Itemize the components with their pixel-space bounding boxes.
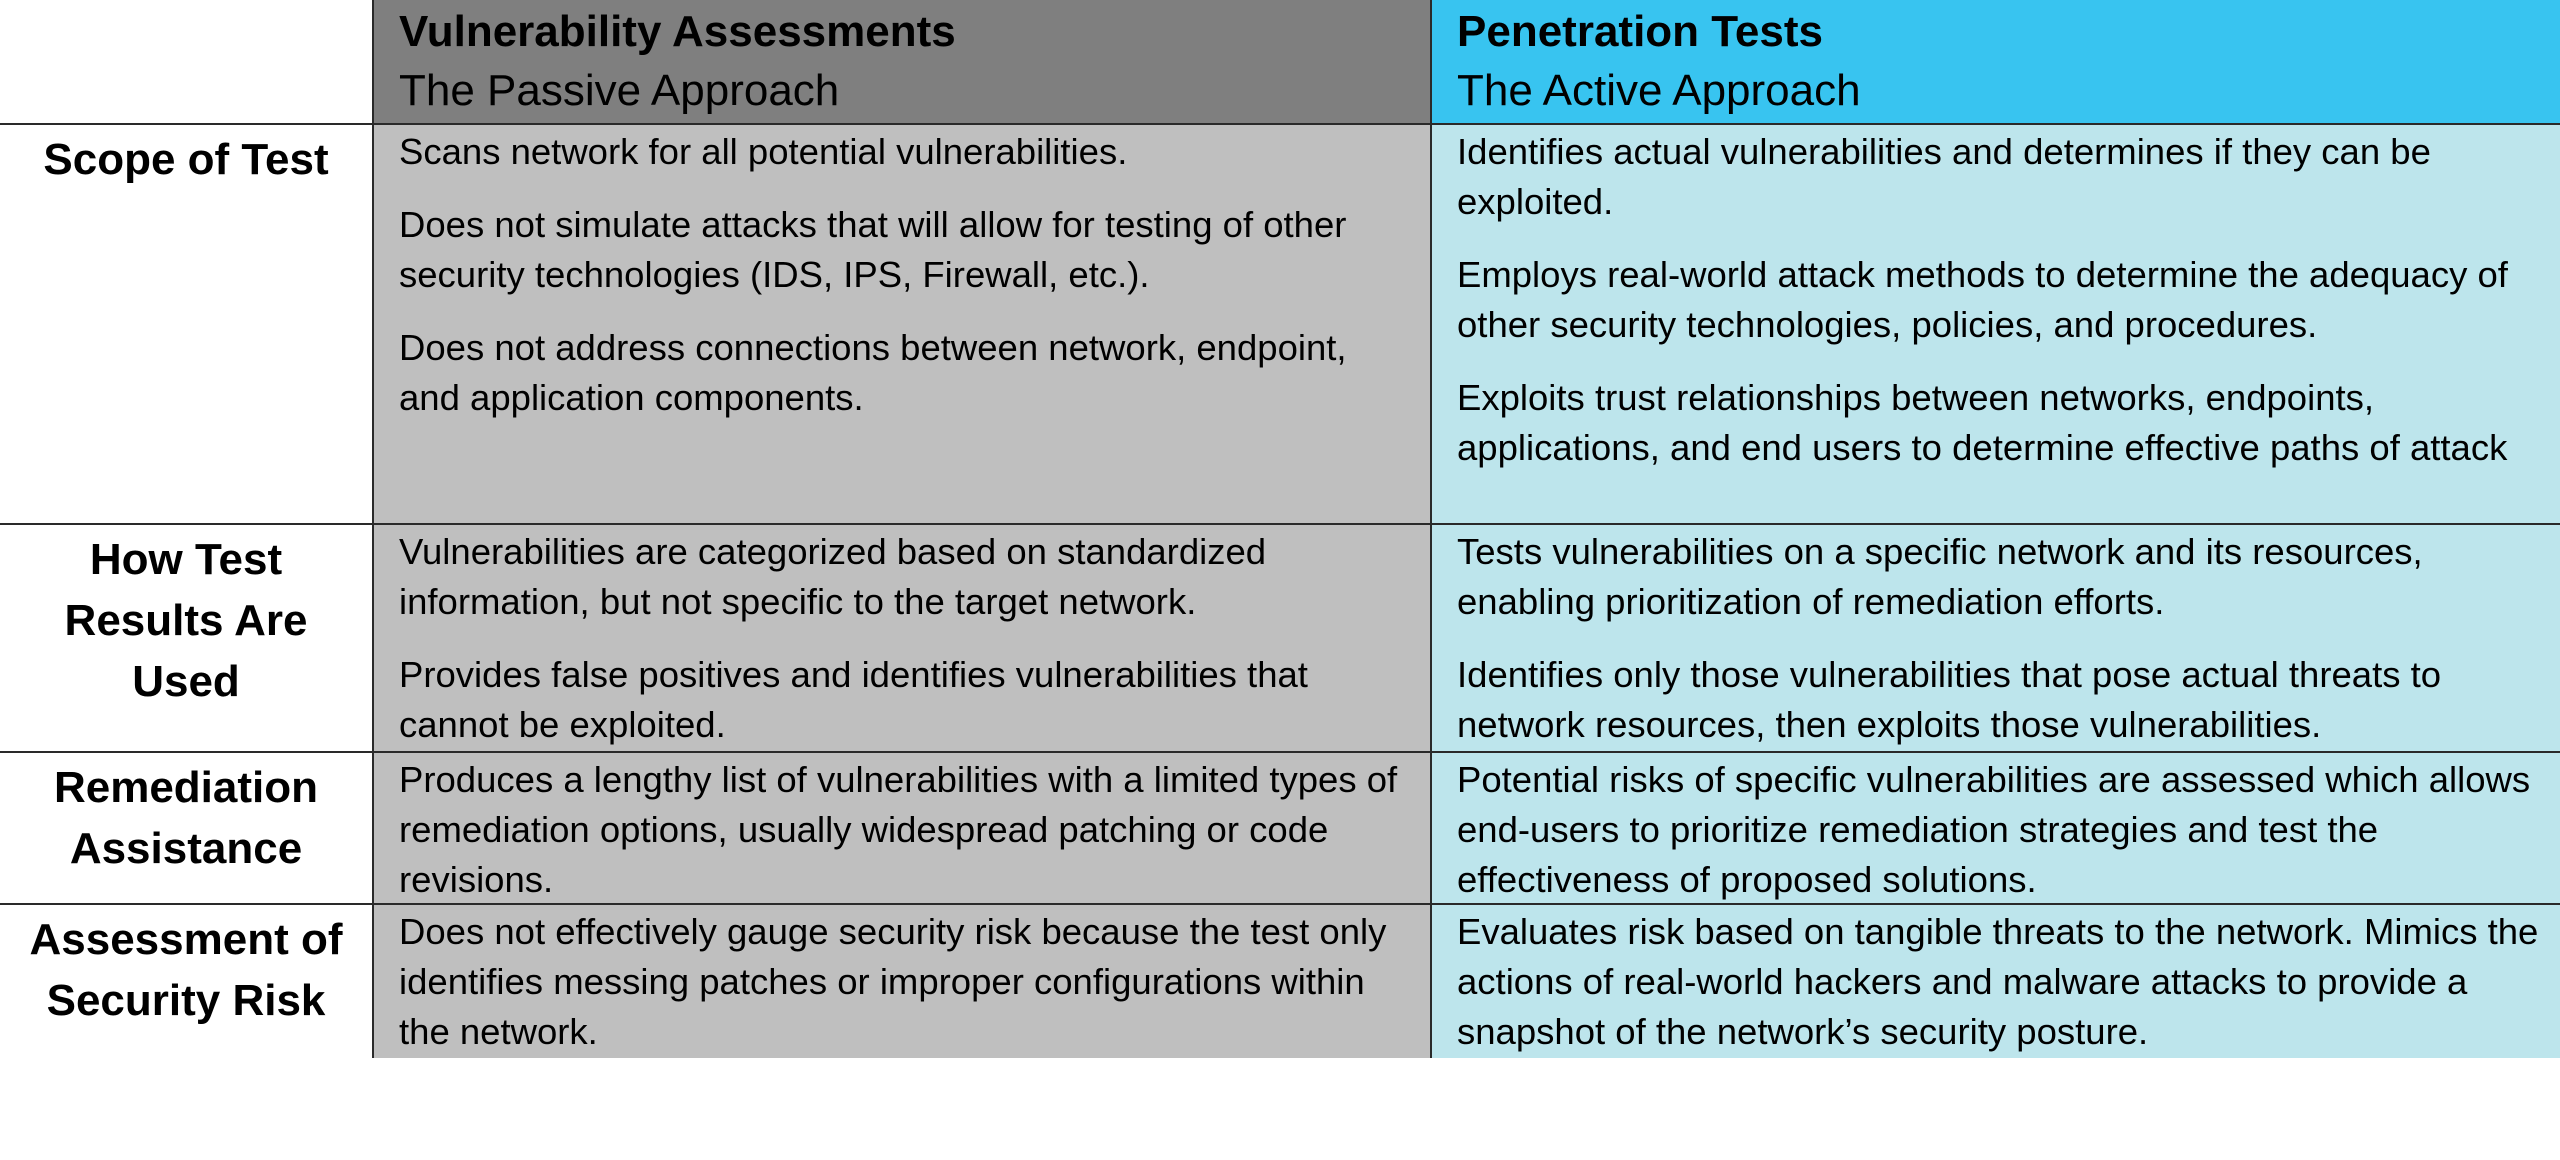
penetration-header-title: Penetration Tests — [1457, 7, 1823, 56]
row-label: Remediation Assistance — [53, 763, 319, 873]
vulnerability-header-subtitle: The Passive Approach — [399, 66, 840, 115]
penetration-text: Employs real-world attack methods to determine the adequacy of other security technologies, policies, and procedures. — [1457, 254, 2508, 345]
header-row — [0, 0, 2560, 123]
vulnerability-header-title: Vulnerability Assessments — [399, 7, 956, 56]
vulnerability-text: Does not simulate attacks that will allow for testing of other security technologies (IDS, IPS, Firewall, etc.). — [399, 204, 1347, 295]
vulnerability-cell — [372, 125, 1430, 523]
row-label-cell — [0, 905, 372, 1058]
table-row-remediation-assistance — [0, 753, 2560, 903]
penetration-text: Identifies actual vulnerabilities and determines if they can be exploited. — [1457, 131, 2431, 222]
vulnerability-text: Scans network for all potential vulnerabilities. — [399, 131, 1128, 172]
vulnerability-text: Produces a lengthy list of vulnerabilities with a limited types of remediation options, usually widespread patching or code revisions. — [399, 759, 1398, 900]
vulnerability-cell — [372, 753, 1430, 903]
vulnerability-cell — [372, 525, 1430, 751]
penetration-cell — [1430, 753, 2560, 903]
vulnerability-text: Does not effectively gauge security risk because the test only identifies messing patches or improper configurations within the network. — [399, 911, 1387, 1052]
penetration-cell — [1430, 125, 2560, 523]
row-label: Scope of Test — [43, 135, 329, 184]
penetration-cell — [1430, 525, 2560, 751]
vulnerability-text: Vulnerabilities are categorized based on standardized information, but not specific to the target network. — [399, 531, 1267, 622]
vulnerability-header-cell — [372, 0, 1430, 123]
penetration-cell — [1430, 905, 2560, 1058]
row-label-cell — [0, 125, 372, 523]
table-row-scope-of-test — [0, 125, 2560, 523]
penetration-text: Potential risks of specific vulnerabilities are assessed which allows end-users to prioritize remediation strategies and test the effectiveness of proposed solutions. — [1457, 759, 2531, 900]
table-row-how-test-results-are-used — [0, 525, 2560, 751]
penetration-text: Exploits trust relationships between networks, endpoints, applications, and end users to determine effective paths of attack — [1457, 377, 2508, 468]
vulnerability-text: Does not address connections between network, endpoint, and application components. — [399, 327, 1347, 418]
vulnerability-cell — [372, 905, 1430, 1058]
penetration-text: Tests vulnerabilities on a specific network and its resources, enabling prioritization of remediation efforts. — [1457, 531, 2423, 622]
penetration-header-cell — [1430, 0, 2560, 123]
header-corner-cell — [0, 0, 372, 123]
penetration-header-subtitle: The Active Approach — [1457, 66, 1861, 115]
row-label: How Test Results Are Used — [64, 535, 308, 706]
vulnerability-text: Provides false positives and identifies vulnerabilities that cannot be exploited. — [399, 654, 1308, 745]
penetration-text: Evaluates risk based on tangible threats to the network. Mimics the actions of real-world hackers and malware attacks to provide a snapshot of the network’s security posture. — [1457, 911, 2539, 1052]
row-label: Assessment of Security Risk — [29, 915, 343, 1025]
table-row-assessment-of-security-risk — [0, 905, 2560, 1058]
row-label-cell — [0, 525, 372, 751]
penetration-text: Identifies only those vulnerabilities that pose actual threats to network resources, then exploits those vulnerabilities. — [1457, 654, 2442, 745]
row-label-cell — [0, 753, 372, 903]
